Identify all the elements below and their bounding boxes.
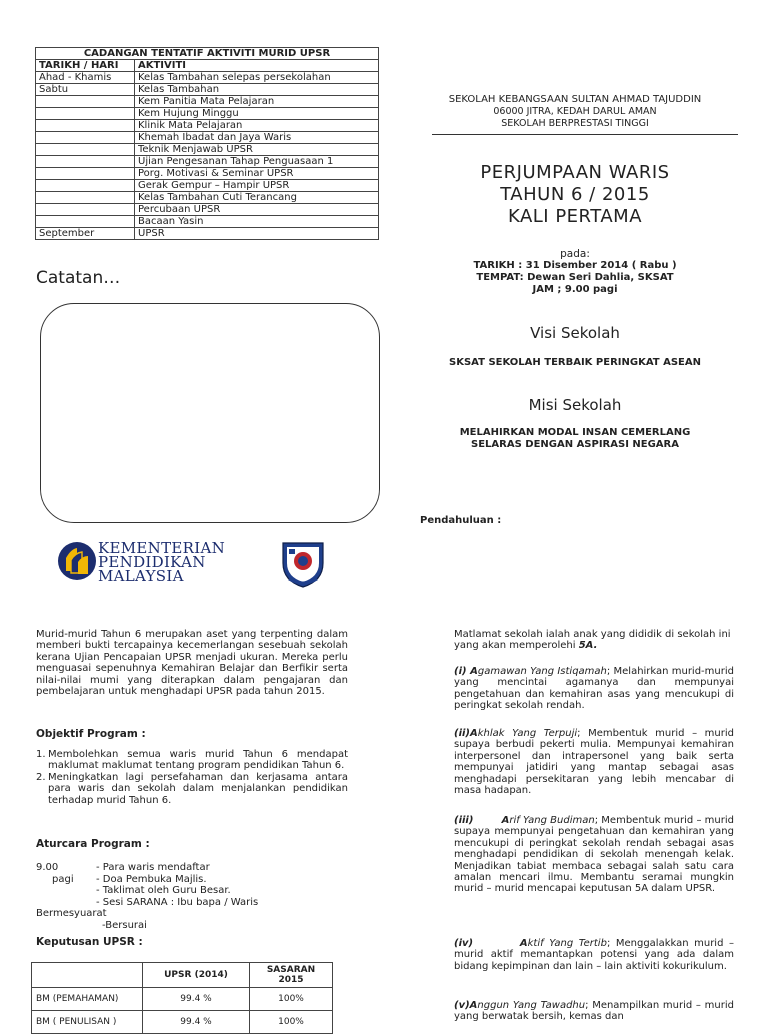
objective-heading: Objektif Program : — [36, 728, 146, 740]
activity-date-cell — [36, 216, 135, 228]
activity-table — [35, 47, 379, 240]
results-table — [31, 962, 333, 1034]
five-a-label: (v)A — [454, 1000, 478, 1011]
agenda-row — [36, 920, 336, 932]
agenda-item: -Bersurai — [102, 919, 147, 931]
activity-cell: Kelas Tambahan — [135, 84, 379, 96]
school-address: 06000 JITRA, KEDAH DARUL AMAN — [493, 106, 657, 117]
five-a-item — [454, 938, 734, 972]
activity-row — [36, 120, 379, 132]
activity-date-cell — [36, 180, 135, 192]
five-a-title: khlak Yang Terpuji — [477, 728, 578, 739]
activity-cell: Teknik Menjawab UPSR — [135, 144, 379, 156]
activity-cell: Bacaan Yasin — [135, 216, 379, 228]
five-a-label: (iv) A — [454, 938, 528, 949]
school-crest-icon — [279, 537, 327, 589]
activity-table-caption: CADANGAN TENTATIF AKTIVITI MURID UPSR — [36, 48, 379, 60]
activity-date-cell — [36, 192, 135, 204]
activity-date-cell — [36, 96, 135, 108]
agenda-item: - Para waris mendaftar — [96, 862, 210, 873]
title-line1: PERJUMPAAN WARIS — [480, 162, 670, 183]
vision-heading: Visi Sekolah — [530, 324, 620, 342]
activity-cell: UPSR — [135, 228, 379, 240]
results-header-subject — [32, 963, 143, 988]
goal-statement — [454, 629, 734, 652]
introduction-heading: Pendahuluan : — [420, 515, 502, 526]
agenda-list — [36, 862, 336, 932]
objective-item — [36, 749, 348, 772]
five-a-title: ktif Yang Tertib — [527, 938, 607, 949]
event-pada: pada: — [560, 248, 590, 260]
agenda-item: Bermesyuarat — [36, 908, 107, 920]
activity-row — [36, 168, 379, 180]
activity-date-cell — [36, 108, 135, 120]
results-2014: 99.4 % — [143, 988, 250, 1011]
results-header-target: SASARAN 2015 — [250, 963, 333, 988]
event-venue: TEMPAT: Dewan Seri Dahlia, SKSAT — [476, 272, 674, 283]
goal-text: Matlamat sekolah ialah anak yang dididik di sekolah ini yang akan memperolehi — [454, 629, 731, 652]
activity-date-cell — [36, 156, 135, 168]
objective-text: Membolehkan semua waris murid Tahun 6 mendapat maklumat maklumat tentang program pendidikan Tahun 6. — [48, 749, 348, 772]
activity-date-cell — [36, 168, 135, 180]
objective-text: Meningkatkan lagi persefahaman dan kerjasama antara para waris dan sekolah dalam menjalankan pendidikan terhadap murid Tahun 6. — [48, 771, 348, 806]
objective-number: 1. — [36, 749, 46, 760]
activity-table-header-date: TARIKH / HARI — [36, 60, 135, 72]
results-target: 100% — [250, 1011, 333, 1034]
activity-cell: Kem Panitia Mata Pelajaran — [135, 96, 379, 108]
vision-text: SKSAT SEKOLAH TERBAIK PERINGKAT ASEAN — [449, 357, 701, 368]
header-divider — [432, 134, 738, 135]
five-a-item — [454, 815, 734, 895]
kpm-line2: PENDIDIKAN — [98, 553, 206, 571]
activity-row — [36, 228, 379, 240]
five-a-item — [454, 1000, 734, 1023]
results-target: 100% — [250, 988, 333, 1011]
activity-cell: Kelas Tambahan selepas persekolahan — [135, 72, 379, 84]
title-line3: KALI PERTAMA — [507, 206, 643, 227]
five-a-text: ; Membentuk murid – murid supaya mempunyai pengetahuan dan kemahiran yang mencukupi di peringkat sekolah rendah sebagai asas menghadapi pendidikan di sekolah menengah kelak. Menjadikan tabiat membaca sebagai salah satu cara amalan mencari ilmu. Membantu seramai mungkin murid – murid mencapai keputusan 5A dalam UPSR. — [454, 815, 734, 895]
agenda-row — [36, 908, 336, 920]
results-header-2014: UPSR (2014) — [143, 963, 250, 988]
objective-item — [36, 772, 348, 806]
activity-date-cell — [36, 204, 135, 216]
agenda-row — [36, 874, 336, 886]
activity-cell: Gerak Gempur – Hampir UPSR — [135, 180, 379, 192]
agenda-time — [36, 920, 102, 932]
five-a-text: ; Menggalakkan murid – murid aktif memantapkan potensi yang ada dalam bidang kepimpinan dan lain – lain aktiviti kokurikulum. — [454, 938, 734, 972]
activity-row — [36, 204, 379, 216]
activity-row — [36, 72, 379, 84]
results-subject: BM (PEMAHAMAN) — [32, 988, 143, 1011]
agenda-heading: Aturcara Program : — [36, 838, 150, 850]
activity-row — [36, 192, 379, 204]
agenda-time — [36, 897, 96, 909]
page-title — [440, 162, 710, 228]
agenda-time: 9.00 — [36, 862, 59, 873]
five-a-title: nggun Yang Tawadhu — [477, 1000, 586, 1011]
five-a-label: (iii) A — [454, 815, 510, 826]
activity-row — [36, 96, 379, 108]
results-subject: BM ( PENULISAN ) — [32, 1011, 143, 1034]
five-a-title: gamawan Yang Istiqamah — [477, 666, 607, 677]
activity-date-cell — [36, 132, 135, 144]
agenda-row — [36, 897, 336, 909]
activity-row — [36, 156, 379, 168]
activity-cell: Kelas Tambahan Cuti Terancang — [135, 192, 379, 204]
activity-date-cell — [36, 120, 135, 132]
agenda-time: pagi — [52, 873, 74, 885]
activity-cell: Percubaan UPSR — [135, 204, 379, 216]
results-2014: 99.4 % — [143, 1011, 250, 1034]
agenda-time — [36, 885, 96, 897]
intro-paragraph: Murid-murid Tahun 6 merupakan aset yang terpenting dalam memberi bukti tercapainya kecemerlangan sesebuah sekolah kerana Ujian Pencapaian UPSR menjadi ukuran. Mereka perlu menguasai sepenuhnya Kemahiran Belajar dan Berfikir serta nilai-nilai mumi yang diterapkan dalam pengajaran dan pembelajaran untuk menghadapi UPSR pada tahun 2015. — [36, 629, 348, 698]
five-a-text: ; Membentuk murid – murid supaya berbudi pekerti mulia. Mempunyai kemahiran interpersonel dan intrapersonel yang baik serta mempunyai jatidiri yang mantap sebagai asas menghadapi persekitaran yang lebih mencabar di masa hadapan. — [454, 728, 734, 797]
five-a-item — [454, 666, 734, 712]
activity-row — [36, 144, 379, 156]
results-heading: Keputusan UPSR : — [36, 936, 143, 948]
activity-row — [36, 180, 379, 192]
agenda-item: - Doa Pembuka Majlis. — [96, 873, 207, 885]
five-a-text: ; Melahirkan murid-murid yang mencintai agamanya dan mempunyai pengetahuan dan kemahiran asas yang mencukupi di peringkat sekolah rendah. — [454, 666, 734, 712]
kpm-logo-icon — [57, 540, 97, 582]
event-details — [420, 248, 730, 296]
title-line2: TAHUN 6 / 2015 — [500, 184, 650, 205]
activity-date-cell: Ahad - Khamis — [36, 72, 135, 84]
kpm-logo-text — [98, 541, 225, 583]
mission-text: MELAHIRKAN MODAL INSAN CEMERLANG SELARAS DENGAN ASPIRASI NEGARA — [459, 427, 691, 450]
agenda-row — [36, 862, 336, 874]
kpm-line3: MALAYSIA — [98, 567, 184, 585]
five-a-label: (i) A — [454, 666, 478, 677]
activity-row — [36, 84, 379, 96]
activity-date-cell: Sabtu — [36, 84, 135, 96]
five-a-item — [454, 728, 734, 796]
activity-cell: Khemah Ibadat dan Jaya Waris — [135, 132, 379, 144]
five-a-title: rif Yang Budiman — [509, 815, 595, 826]
goal-5a: 5A. — [578, 640, 598, 652]
activity-date-cell: September — [36, 228, 135, 240]
five-a-label: (ii)A — [454, 728, 478, 739]
activity-row — [36, 216, 379, 228]
results-row — [32, 1011, 333, 1034]
activity-cell: Kem Hujung Minggu — [135, 108, 379, 120]
school-motto: SEKOLAH BERPRESTASI TINGGI — [501, 118, 649, 129]
results-row — [32, 988, 333, 1011]
school-header — [420, 94, 730, 130]
event-date: TARIKH : 31 Disember 2014 ( Rabu ) — [473, 260, 677, 271]
activity-cell: Porg. Motivasi & Seminar UPSR — [135, 168, 379, 180]
objective-number: 2. — [36, 771, 46, 783]
notes-box — [40, 303, 380, 523]
school-name: SEKOLAH KEBANGSAAN SULTAN AHMAD TAJUDDIN — [448, 94, 702, 105]
activity-table-header-activity: AKTIVITI — [135, 60, 379, 72]
activity-row — [36, 132, 379, 144]
activity-cell: Klinik Mata Pelajaran — [135, 120, 379, 132]
activity-row — [36, 108, 379, 120]
agenda-item: - Taklimat oleh Guru Besar. — [96, 885, 231, 897]
mission-heading: Misi Sekolah — [528, 396, 622, 414]
event-time: JAM ; 9.00 pagi — [532, 284, 618, 295]
objective-list — [36, 749, 348, 806]
kpm-line1: KEMENTERIAN — [98, 539, 226, 557]
notes-label: Catatan… — [36, 268, 121, 288]
activity-date-cell — [36, 144, 135, 156]
agenda-row — [36, 885, 336, 897]
activity-cell: Ujian Pengesanan Tahap Penguasaan 1 — [135, 156, 379, 168]
agenda-item: - Sesi SARANA : Ibu bapa / Waris — [96, 896, 259, 908]
five-a-text: ; Menampilkan murid – murid yang berwatak bersih, kemas dan — [454, 1000, 734, 1023]
